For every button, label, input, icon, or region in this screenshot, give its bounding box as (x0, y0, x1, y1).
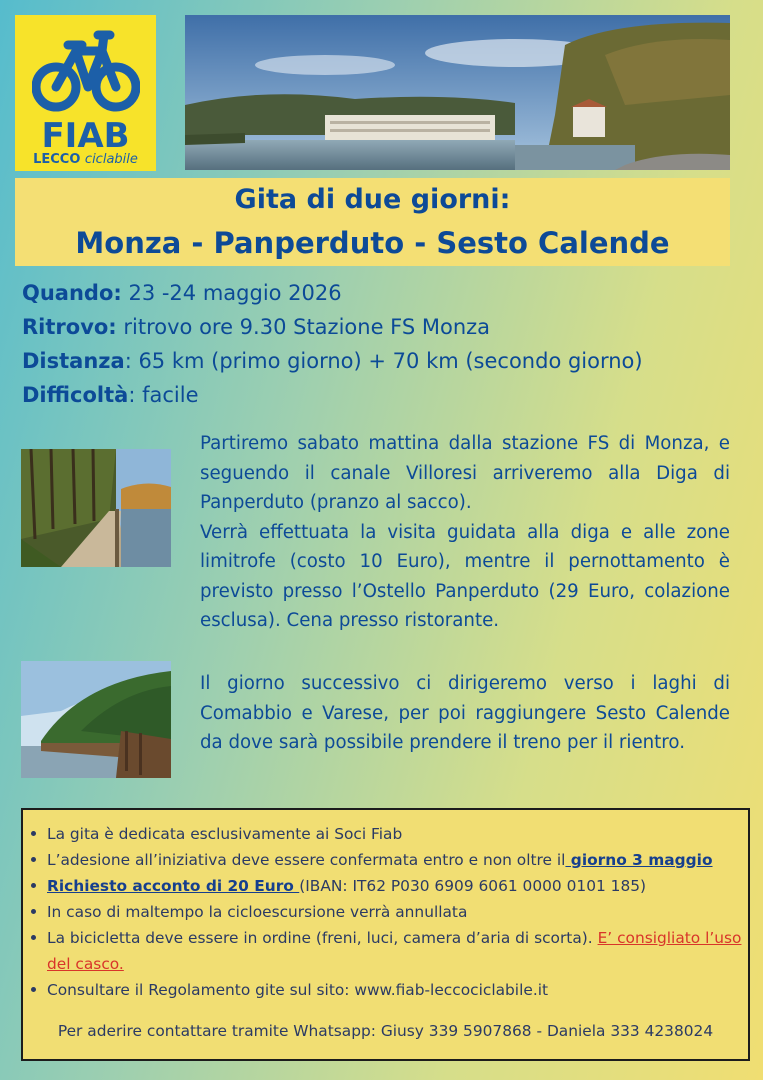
contact-line: Per aderire contattare tramite Whatsapp: Giusy 339 5907868 - Daniela 333 4238024 (57, 1022, 714, 1040)
notice-item-weather: In caso di maltempo la cicloescursione verrà annullata (29, 899, 744, 925)
helmet-advice: E’ consigliato l’uso del casco. (47, 929, 742, 973)
bicycle-icon (32, 23, 140, 115)
notice-item-deadline: L’adesione all’iniziativa deve essere confermata entro e non oltre il giorno 3 maggio (29, 847, 744, 873)
notice-item-deposit: Richiesto acconto di 20 Euro (IBAN: IT62 P030 6909 6061 0000 0101 185) (29, 873, 744, 899)
paragraph-day-one: Partiremo sabato mattina dalla stazione FS di Monza, e seguendo il canale Villoresi arriveremo alla Diga di Panperduto (pranzo al sacco). Verrà effettuata la visita guidata alla diga e alle zone limitrofe (costo 10 Euro), mentre il pernottamento è previsto presso l’Ostello Panperduto (29 Euro, colazione esclusa). Cena presso ristorante. (200, 433, 730, 631)
notice-item-members: La gita è dedicata esclusivamente ai Soci Fiab (29, 821, 744, 847)
info-meeting: Ritrovo: ritrovo ore 9.30 Stazione FS Monza (22, 315, 491, 339)
hero-photo-panperduto-dam (185, 15, 730, 170)
photo-canal-path (21, 449, 171, 567)
notice-item-rules: Consultare il Regolamento gite sul sito: www.fiab-leccociclabile.it (29, 977, 744, 1003)
deposit-link: Richiesto acconto di 20 Euro (47, 877, 300, 895)
notice-item-bicycle: La bicicletta deve essere in ordine (freni, luci, camera d’aria di scorta). E’ consigliato l’uso del casco. (29, 925, 744, 977)
photo-lake-boardwalk (21, 661, 171, 778)
info-difficulty: Difficoltà: facile (22, 383, 199, 407)
info-distance: Distanza: 65 km (primo giorno) + 70 km (secondo giorno) (22, 349, 643, 373)
notice-list (29, 821, 744, 1003)
title-line-2: Monza - Panperduto - Sesto Calende (75, 226, 670, 260)
info-when: Quando: 23 -24 maggio 2026 (22, 281, 342, 305)
deadline-link: giorno 3 maggio (565, 851, 713, 869)
fiab-logo (15, 15, 156, 171)
logo-subtitle: LECCO ciclabile (33, 152, 138, 167)
paragraph-day-two: Il giorno successivo ci dirigeremo verso i laghi di Comabbio e Varese, per poi raggiungere Sesto Calende da dove sarà possibile prendere il treno per il rientro. (200, 673, 730, 753)
trip-info (22, 276, 643, 412)
title-banner (15, 178, 730, 266)
title-line-1: Gita di due giorni: (234, 184, 511, 215)
notice-box (21, 808, 750, 1061)
logo-name: FIAB (41, 116, 130, 156)
